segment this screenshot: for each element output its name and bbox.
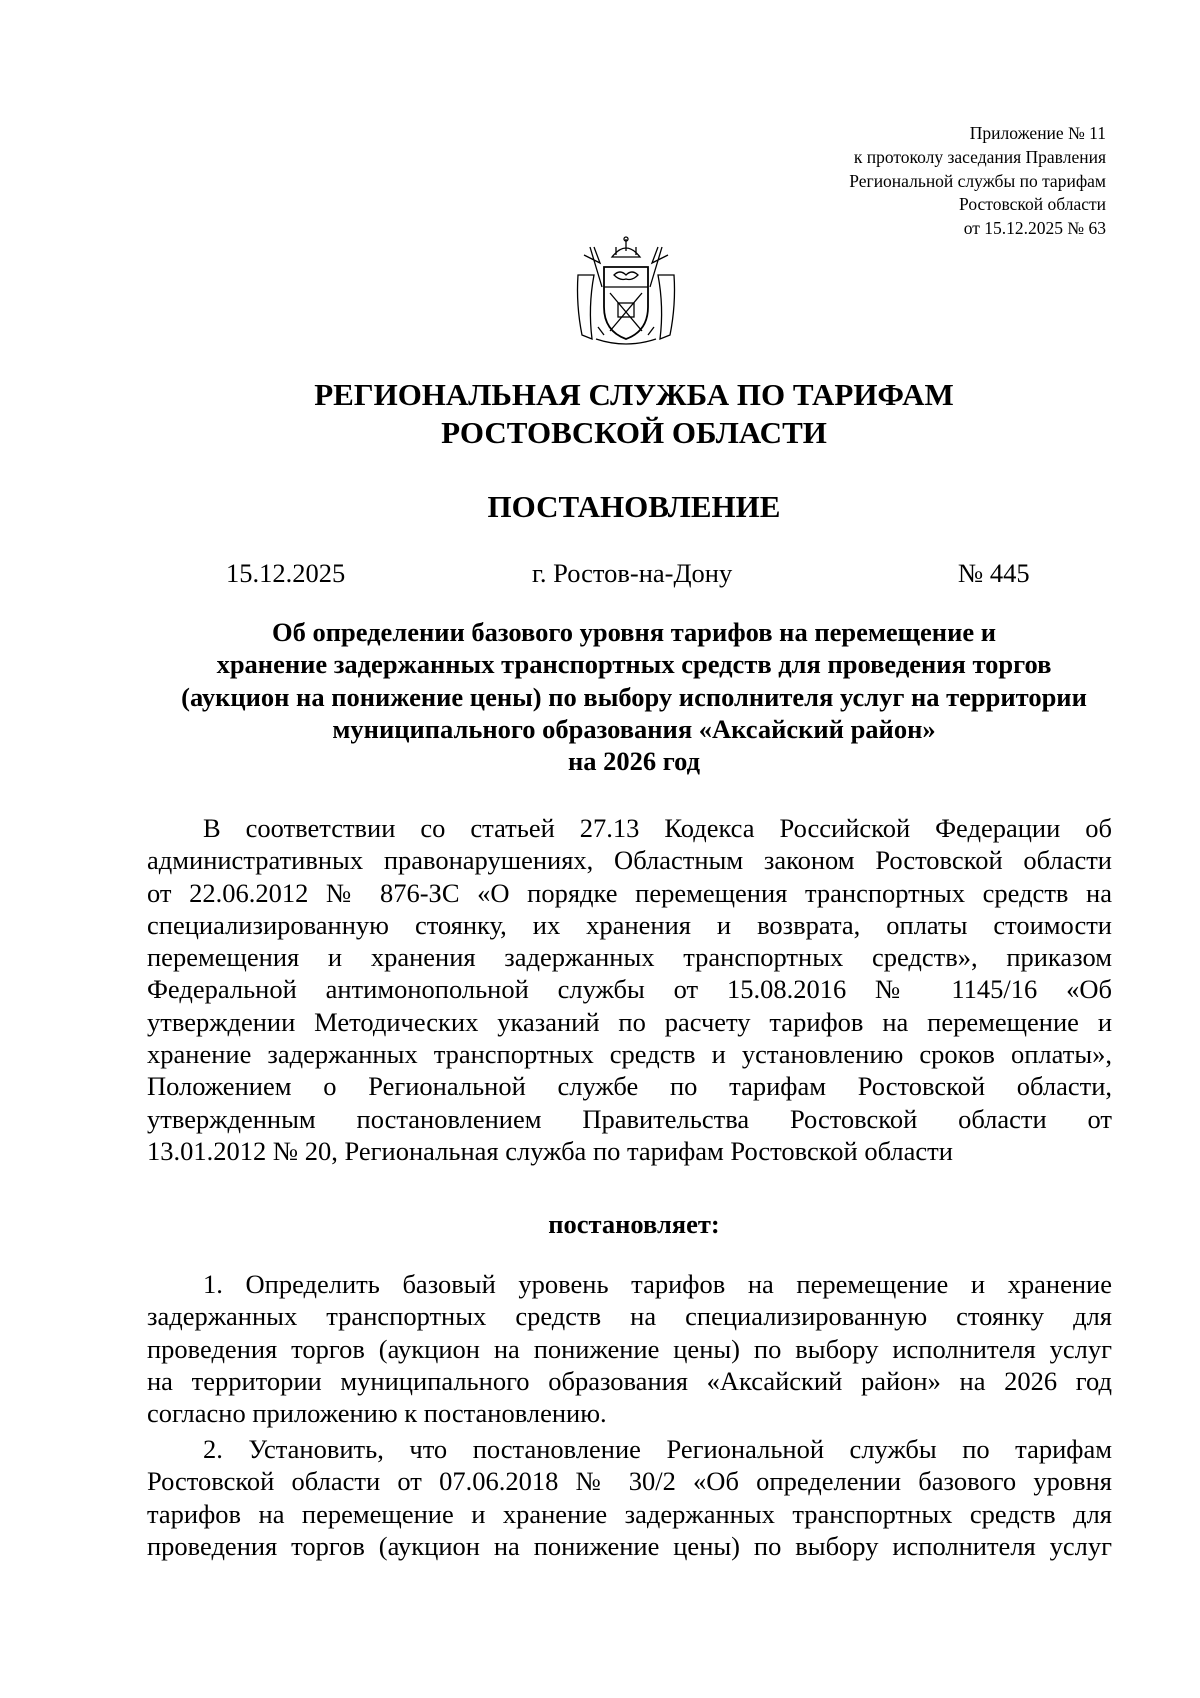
attachment-line: Приложение № 11 (969, 123, 1106, 143)
resolves-heading: постановляет: (548, 1209, 720, 1239)
clause-line: проведения торгов (аукцион на понижение цены) по выбору исполнителя услуг (147, 1530, 1112, 1561)
document-type: ПОСТАНОВЛЕНИЕ (487, 489, 781, 524)
document-subject (128, 616, 1140, 777)
document-number: № 445 (958, 558, 1030, 588)
clause-line: 1. Определить базовый уровень тарифов на перемещение и хранение (203, 1269, 1112, 1299)
coat-of-arms-icon (572, 235, 680, 349)
organization-title (0, 376, 1200, 452)
clause-line: проведения торгов (аукцион на понижение цены) по выбору исполнителя услуг (147, 1333, 1112, 1364)
preamble-line: от 22.06.2012 № 876-ЗС «О порядке перемещения транспортных средств на (147, 877, 1112, 908)
organization-title-line: РОСТОВСКОЙ ОБЛАСТИ (441, 415, 827, 450)
subject-line: на 2026 год (567, 746, 701, 777)
preamble-line: В соответствии со статьей 27.13 Кодекса Российской Федерации об (203, 813, 1112, 843)
preamble-line: административных правонарушениях, Областным законом Ростовской области (147, 845, 1112, 876)
preamble-line: Федеральной антимонопольной службы от 15.08.2016 № 1145/16 «Об (147, 974, 1112, 1005)
preamble-line: специализированную стоянку, их хранения и возврата, оплаты стоимости (147, 909, 1112, 940)
clause-line: тарифов на перемещение и хранение задержанных транспортных средств для (147, 1498, 1112, 1529)
organization-title-line: РЕГИОНАЛЬНАЯ СЛУЖБА ПО ТАРИФАМ (314, 377, 954, 412)
attachment-line: Ростовской области (959, 194, 1106, 215)
attachment-note (849, 122, 1106, 241)
clause-2 (147, 1433, 1112, 1562)
attachment-line: Региональной службы по тарифам (849, 170, 1106, 191)
preamble-line: утвержденным постановлением Правительства Ростовской области от (147, 1103, 1112, 1134)
preamble-line: 13.01.2012 № 20, Региональная служба по тарифам Ростовской области (147, 1135, 953, 1166)
preamble-line: перемещения и хранения задержанных транспортных средств», приказом (147, 942, 1112, 973)
clause-line: 2. Установить, что постановление Региональной службы по тарифам (203, 1434, 1112, 1464)
clause-line: задержанных транспортных средств на специализированную стоянку для (147, 1301, 1112, 1332)
attachment-line: к протоколу заседания Правления (853, 146, 1106, 167)
clause-line: на территории муниципального образования «Аксайский район» на 2026 год (147, 1365, 1112, 1396)
preamble-line: утверждении Методических указаний по расчету тарифов на перемещение и (147, 1006, 1112, 1037)
document-city: г. Ростов-на-Дону (532, 558, 733, 588)
subject-line: (аукцион на понижение цены) по выбору исполнителя услуг на территории (181, 681, 1087, 712)
clause-line: согласно приложению к постановлению. (147, 1398, 607, 1429)
document-date: 15.12.2025 (226, 558, 346, 588)
subject-line: Об определении базового уровня тарифов на перемещение и (272, 617, 996, 647)
preamble-paragraph (147, 812, 1112, 1167)
clause-line: Ростовской области от 07.06.2018 № 30/2 «Об определении базового уровня (147, 1466, 1112, 1497)
clause-1 (147, 1268, 1112, 1429)
attachment-line: от 15.12.2025 № 63 (963, 218, 1106, 239)
subject-line: муниципального образования «Аксайский район» (332, 713, 936, 744)
preamble-line: хранение задержанных транспортных средств и установлению сроков оплаты», (147, 1039, 1112, 1070)
document-meta (0, 556, 1200, 590)
preamble-line: Положением о Региональной службе по тарифам Ростовской области, (147, 1071, 1112, 1102)
subject-line: хранение задержанных транспортных средств для проведения торгов (216, 649, 1052, 680)
